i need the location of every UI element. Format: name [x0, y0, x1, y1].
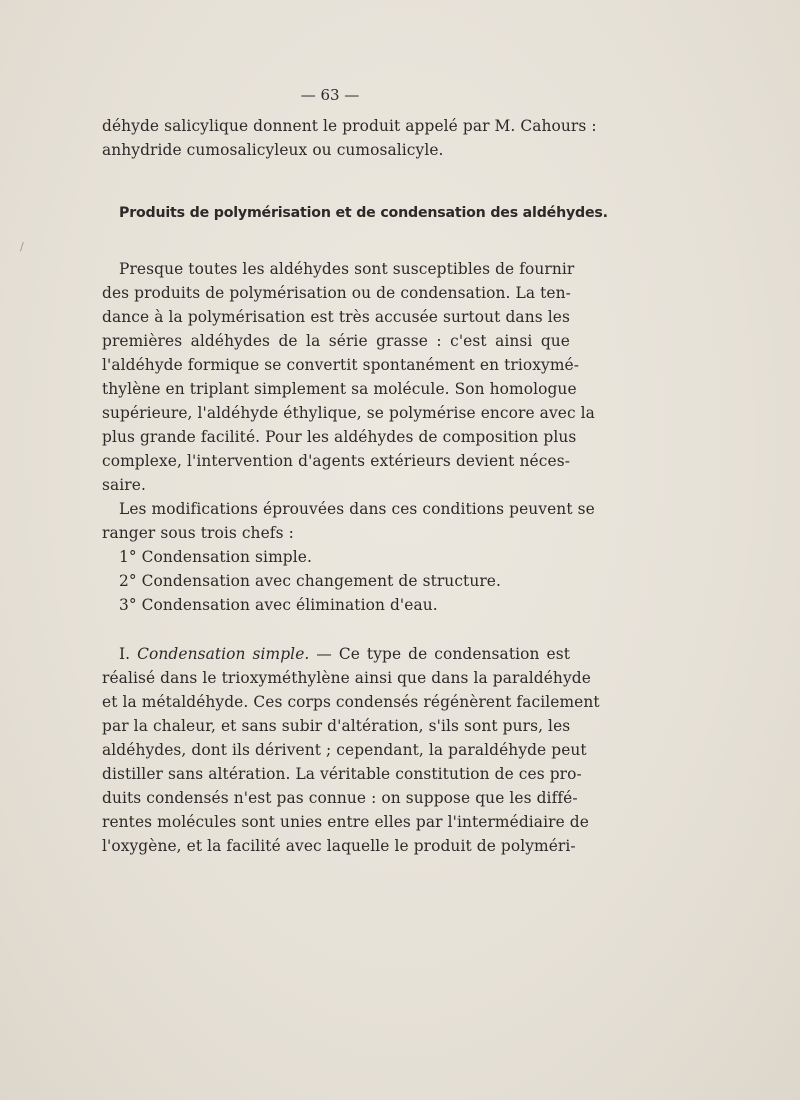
paragraph-line: Presque toutes les aldéhydes sont susceptibles de fournir — [119, 260, 575, 278]
paragraph-line: réalisé dans le trioxyméthylène ainsi que dans la paraldéhyde — [102, 669, 591, 687]
page-number: — 63 — — [300, 86, 360, 104]
section-line-text: — Ce type de condensation est — [309, 645, 570, 663]
paragraph-line: saire. — [102, 476, 146, 494]
list-item: 1° Condensation simple. — [119, 548, 312, 566]
paragraph-line: distiller sans altération. La véritable constitution de ces pro- — [102, 765, 582, 783]
list-item: 2° Condensation avec changement de structure. — [119, 572, 501, 590]
paragraph-line: thylène en triplant simplement sa molécule. Son homologue — [102, 380, 577, 398]
section-heading: Produits de polymérisation et de condensation des aldéhydes. — [119, 205, 608, 221]
paragraph-line: l'aldéhyde formique se convertit spontanément en trioxymé- — [102, 356, 580, 374]
paragraph-line: complexe, l'intervention d'agents extérieurs devient néces- — [102, 452, 570, 470]
paragraph-line: aldéhydes, dont ils dérivent ; cependant, la paraldéhyde peut — [102, 741, 587, 759]
list-item: 3° Condensation avec élimination d'eau. — [119, 596, 438, 614]
section-first-line — [119, 644, 570, 664]
paragraph-line: des produits de polymérisation ou de condensation. La ten- — [102, 284, 571, 302]
paragraph-line: dance à la polymérisation est très accusée surtout dans les — [102, 308, 570, 326]
paragraph-line: ranger sous trois chefs : — [102, 524, 294, 542]
paragraph-line: premières aldéhydes de la série grasse : c'est ainsi que — [102, 332, 570, 350]
paragraph-line: plus grande facilité. Pour les aldéhydes de composition plus — [102, 428, 577, 446]
paragraph-line: rentes molécules sont unies entre elles par l'intermédiaire de — [102, 813, 589, 831]
section-subtitle: Condensation simple. — [137, 645, 310, 663]
margin-mark: / — [20, 240, 24, 253]
paragraph-line: par la chaleur, et sans subir d'altération, s'ils sont purs, les — [102, 717, 571, 735]
section-number: I. — [119, 645, 138, 663]
paragraph-line: Les modifications éprouvées dans ces conditions peuvent se — [119, 500, 595, 518]
intro-line-2: anhydride cumosalicyleux ou cumosalicyle. — [102, 141, 444, 159]
paragraph-line: supérieure, l'aldéhyde éthylique, se polymérise encore avec la — [102, 404, 595, 422]
paragraph-line: l'oxygène, et la facilité avec laquelle le produit de polyméri- — [102, 837, 576, 855]
intro-line-1: déhyde salicylique donnent le produit appelé par M. Cahours : — [102, 117, 597, 135]
paragraph-line: et la métaldéhyde. Ces corps condensés régénèrent facilement — [102, 693, 600, 711]
paragraph-line: duits condensés n'est pas connue : on suppose que les diffé- — [102, 789, 578, 807]
